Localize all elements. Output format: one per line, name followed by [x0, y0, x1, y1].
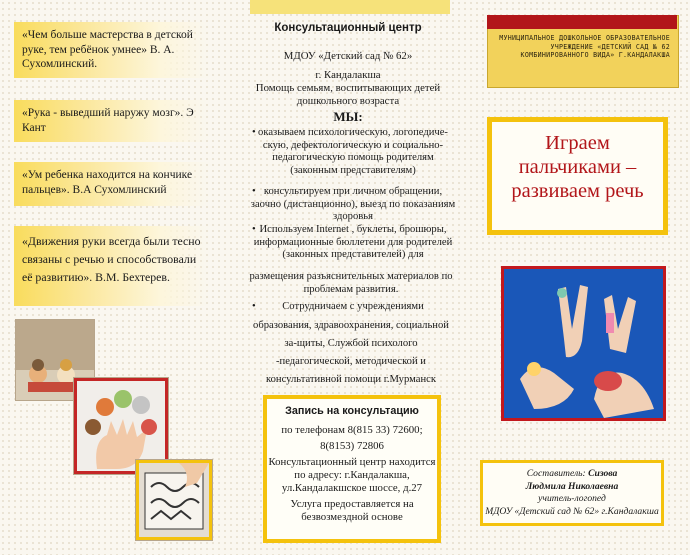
consultation-title: Запись на консультацию — [285, 405, 419, 417]
service-bullet-4-continued: образования, здравоохранения, социальной за-щиты, Службой психолого -педагогической, методической и консультативной помощи г.Мурманск — [253, 320, 449, 385]
help-description: Помощь семьям, воспитывающих детей дошкольного возраста — [255, 82, 441, 107]
phone-line-2: 8(8153) 72806 — [320, 440, 384, 452]
author-role: учитель-логопед — [538, 493, 606, 504]
painted-fingers-photo — [501, 266, 666, 421]
quote-sukhomlinsky-2: «Ум ребенка находится на кончике пальцев». В.А Сухомлинский — [14, 162, 210, 206]
service-bullet-1: • оказываем психологическую, логопедиче-скую, дефектологическую и социально-педагогическую помощь родителям (законным представителям) — [250, 127, 456, 177]
quote-bekhterev: «Движения руки всегда были тесно связаны с речью и способствовали её развитию». В.М. Бехтерев. — [14, 226, 210, 306]
service-bullet-4: • Сотрудничаем с учреждениями — [250, 301, 456, 314]
author-organization: МДОУ «Детский сад № 62» г.Кандалакша — [485, 505, 659, 517]
middle-top-bar — [250, 0, 450, 14]
author-box — [480, 460, 664, 526]
kindergarten-name: МДОУ «Детский сад № 62» — [283, 50, 413, 62]
service-bullet-3: • Используем Internet , буклеты, брошюры, информационные бюллетени для родителей (законных представителей) для — [250, 224, 456, 262]
author-surname: Сизова — [588, 468, 618, 479]
brochure-title: Играем пальчиками – развиваем речь — [487, 117, 668, 235]
quote-kant: «Рука - выведший наружу мозг». Э Кант — [14, 100, 210, 142]
free-service-note: Услуга предоставляется на безвозмездной основе — [290, 498, 414, 523]
organization-name: МУНИЦИПАЛЬНОЕ ДОШКОЛЬНОЕ ОБРАЗОВАТЕЛЬНОЕ УЧРЕЖДЕНИЕ «ДЕТСКИЙ САД № 62 КОМБИНИРОВАННОГО ВИДА» Г.КАНДАЛАКША — [499, 34, 670, 60]
service-bullet-3-continued: размещения разъяснительных материалов по проблемам развития. — [249, 271, 453, 295]
city-name: г. Кандалакша — [315, 69, 381, 81]
tracing-board-photo — [136, 460, 212, 540]
organization-red-strip — [487, 15, 677, 29]
center-title: Консультационный центр — [274, 22, 422, 34]
center-address: Консультационный центр находится по адресу: г.Кандалакша, ул.Кандалакшское шоссе, д.27 — [268, 456, 436, 494]
quote-sukhomlinsky-1: «Чем больше мастерства в детской руке, тем ребёнок умнее» В. А. Сухомлинский. — [14, 22, 210, 78]
consultation-box — [263, 395, 441, 543]
author-name: Людмила Николаевна — [525, 480, 619, 492]
service-bullet-2: • консультируем при личном обращении, заочно (дистанционно), выезд по показаниям здоровья — [250, 186, 456, 224]
we-heading: МЫ: — [333, 109, 363, 124]
compiled-by-label: Составитель: — [526, 468, 586, 479]
phone-line-1: по телефонам 8(815 33) 72600; — [281, 424, 423, 436]
author-line — [483, 468, 661, 481]
